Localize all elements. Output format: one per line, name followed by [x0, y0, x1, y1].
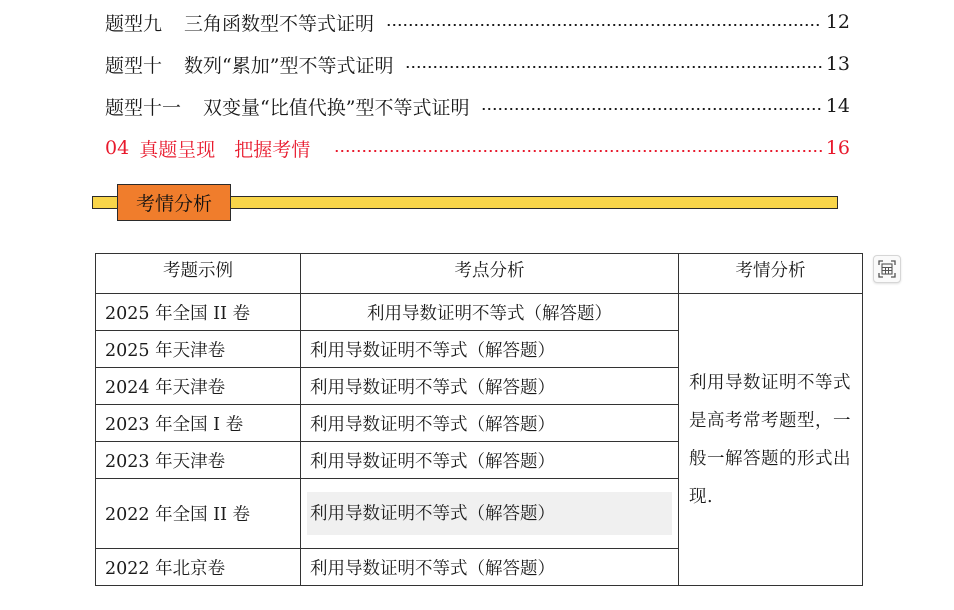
toc-item-section-04[interactable] — [105, 133, 850, 163]
toc-leader-dots — [481, 108, 821, 110]
exam-cell: 2022 年北京卷 — [96, 549, 301, 586]
exam-cell: 2024 年天津卷 — [96, 368, 301, 405]
toc-leader-dots — [386, 24, 822, 26]
section-title: 考情分析 — [117, 184, 231, 221]
scan-icon[interactable] — [873, 255, 901, 283]
toc-page-number: 14 — [825, 95, 850, 117]
toc-item-type-11[interactable] — [105, 91, 850, 121]
toc-label: 题型十 — [105, 54, 163, 77]
toc-leader-dots — [334, 150, 822, 152]
analysis-cell: 利用导数证明不等式是高考常考题型，一般一解答题的形式出现. — [679, 294, 863, 586]
exam-cell: 2025 年全国 II 卷 — [96, 294, 301, 331]
point-cell — [301, 479, 679, 549]
table-header-analysis: 考情分析 — [679, 254, 863, 294]
exam-cell: 2023 年全国 I 卷 — [96, 405, 301, 442]
toc-item-type-10[interactable] — [105, 49, 850, 79]
point-cell: 利用导数证明不等式（解答题） — [301, 294, 679, 331]
scan-icon-glyph — [878, 260, 896, 278]
toc-label: 题型九 — [105, 12, 163, 35]
exam-analysis-table — [95, 253, 863, 586]
table-header-exam: 考题示例 — [96, 254, 301, 294]
point-cell: 利用导数证明不等式（解答题） — [301, 331, 679, 368]
point-cell: 利用导数证明不等式（解答题） — [301, 405, 679, 442]
point-cell: 利用导数证明不等式（解答题） — [301, 549, 679, 586]
toc-page-number: 16 — [825, 137, 850, 159]
toc-page-number: 12 — [825, 11, 850, 33]
point-cell: 利用导数证明不等式（解答题） — [301, 368, 679, 405]
toc-title: 数列“累加”型不等式证明 — [184, 54, 394, 77]
table-header-point: 考点分析 — [301, 254, 679, 294]
point-cell: 利用导数证明不等式（解答题） — [301, 442, 679, 479]
table-row — [96, 294, 863, 331]
toc-label: 题型十一 — [105, 96, 182, 119]
exam-cell: 2025 年天津卷 — [96, 331, 301, 368]
point-cell-highlight: 利用导数证明不等式（解答题） — [307, 492, 672, 535]
toc-item-type-9[interactable] — [105, 7, 850, 37]
toc-leader-dots — [405, 66, 821, 68]
exam-cell: 2022 年全国 II 卷 — [96, 479, 301, 549]
toc-title: 双变量“比值代换”型不等式证明 — [203, 96, 470, 119]
toc-label: 04 — [105, 137, 130, 159]
toc-title: 真题呈现 把握考情 — [139, 138, 311, 161]
toc-page-number: 13 — [825, 53, 850, 75]
exam-cell: 2023 年天津卷 — [96, 442, 301, 479]
toc-title: 三角函数型不等式证明 — [184, 12, 375, 35]
